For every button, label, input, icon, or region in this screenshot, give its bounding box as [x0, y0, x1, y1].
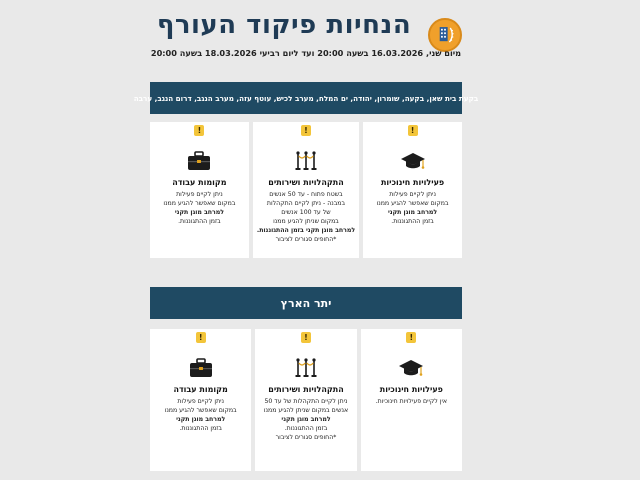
card-text-line: ניתן לקיים פעילות — [176, 191, 223, 198]
card-education — [361, 329, 462, 471]
cards-section-rest — [150, 329, 462, 471]
card-title: פעילויות חינוכיות — [379, 385, 443, 394]
card-workplaces — [150, 122, 249, 258]
briefcase-icon — [188, 357, 214, 379]
card-text-line: במקום שניתן להגיע ממנו — [273, 218, 339, 225]
card-text-line: במקום שאפשר להגיע ממנו — [164, 407, 237, 414]
warning-icon: ! — [406, 332, 416, 343]
card-title: התקהלויות ושירותים — [268, 385, 344, 394]
card-text-line: למרחב מוגן תקני — [387, 209, 438, 216]
card-text-line: למרחב מוגן תקני בזמן ההתגוננות. — [256, 227, 356, 234]
card-text-line: למרחב מוגן תקני — [281, 416, 331, 423]
card-text-line: בזמן ההתגוננות. — [284, 425, 328, 432]
card-gatherings — [253, 122, 359, 258]
card-text-line: ניתן לקיים פעילות — [389, 191, 436, 198]
card-text-line: במקום שאפשר להגיע ממנו — [376, 200, 449, 207]
briefcase-icon — [186, 150, 212, 172]
card-text-line: של עד 100 אנשים — [281, 209, 331, 216]
card-text-line: בזמן ההתגוננות. — [179, 425, 222, 432]
gathering-stanchions-icon — [293, 357, 319, 379]
header — [150, 10, 462, 66]
gathering-stanchions-icon — [293, 150, 319, 172]
card-text-line: *החופים סגורים לציבור — [275, 434, 337, 441]
card-title: מקומות עבודה — [172, 178, 227, 187]
graduation-cap-icon — [400, 150, 426, 172]
region-bar-south: בקעת בית שאן, בקעה, שומרון, יהודה, ים המלח, מערב לכיש, עוטף עזה, מערב הנגב, דרום הנגב, ערבה — [150, 82, 462, 114]
card-text-line: במבנה - ניתן לקיים התקהלות — [266, 200, 346, 207]
card-text-line: למרחב מוגן תקני — [174, 209, 225, 216]
card-workplaces — [150, 329, 251, 471]
graduation-cap-icon — [398, 357, 424, 379]
card-title: מקומות עבודה — [173, 385, 228, 394]
warning-icon: ! — [301, 125, 311, 136]
cards-section-south — [150, 122, 462, 258]
card-text-line: במקום שאפשר להגיע ממנו — [163, 200, 236, 207]
warning-icon: ! — [196, 332, 206, 343]
page — [133, 0, 479, 480]
card-text-line: למרחב מוגן תקני — [176, 416, 226, 423]
card-text-line: *החופים סגורים לציבור — [275, 236, 337, 243]
warning-icon: ! — [301, 332, 311, 343]
home-front-command-logo — [428, 18, 462, 52]
card-title: התקהלויות ושירותים — [268, 178, 344, 187]
page-title: הנחיות פיקוד העורף — [156, 10, 412, 40]
card-education — [363, 122, 462, 258]
card-text-line: אנשים במקום שניתן להגיע ממנו — [263, 407, 349, 414]
card-text-line: בזמן ההתגוננות. — [391, 218, 434, 225]
card-gatherings — [255, 329, 356, 471]
card-title: פעילויות חינוכיות — [380, 178, 445, 187]
card-text-line: בשטח פתוח - עד 50 אנשים — [269, 191, 343, 198]
card-text-line: ניתן לקיים התקהלות של עד 50 — [264, 398, 348, 405]
card-text-line: בזמן ההתגוננות. — [178, 218, 221, 225]
warning-icon: ! — [408, 125, 418, 136]
warning-icon: ! — [194, 125, 204, 136]
validity-period: מיום שני, 16.03.2026 בשעה 20:00 ועד ליום רביעי 18.03.2026 בשעה 20:00 — [150, 48, 462, 58]
region-bar-rest-of-country: יתר הארץ — [150, 287, 462, 319]
card-text-line: אין לקיים פעילויות חינוכיות. — [375, 398, 447, 405]
card-text-line: ניתן לקיים פעילות — [177, 398, 225, 405]
